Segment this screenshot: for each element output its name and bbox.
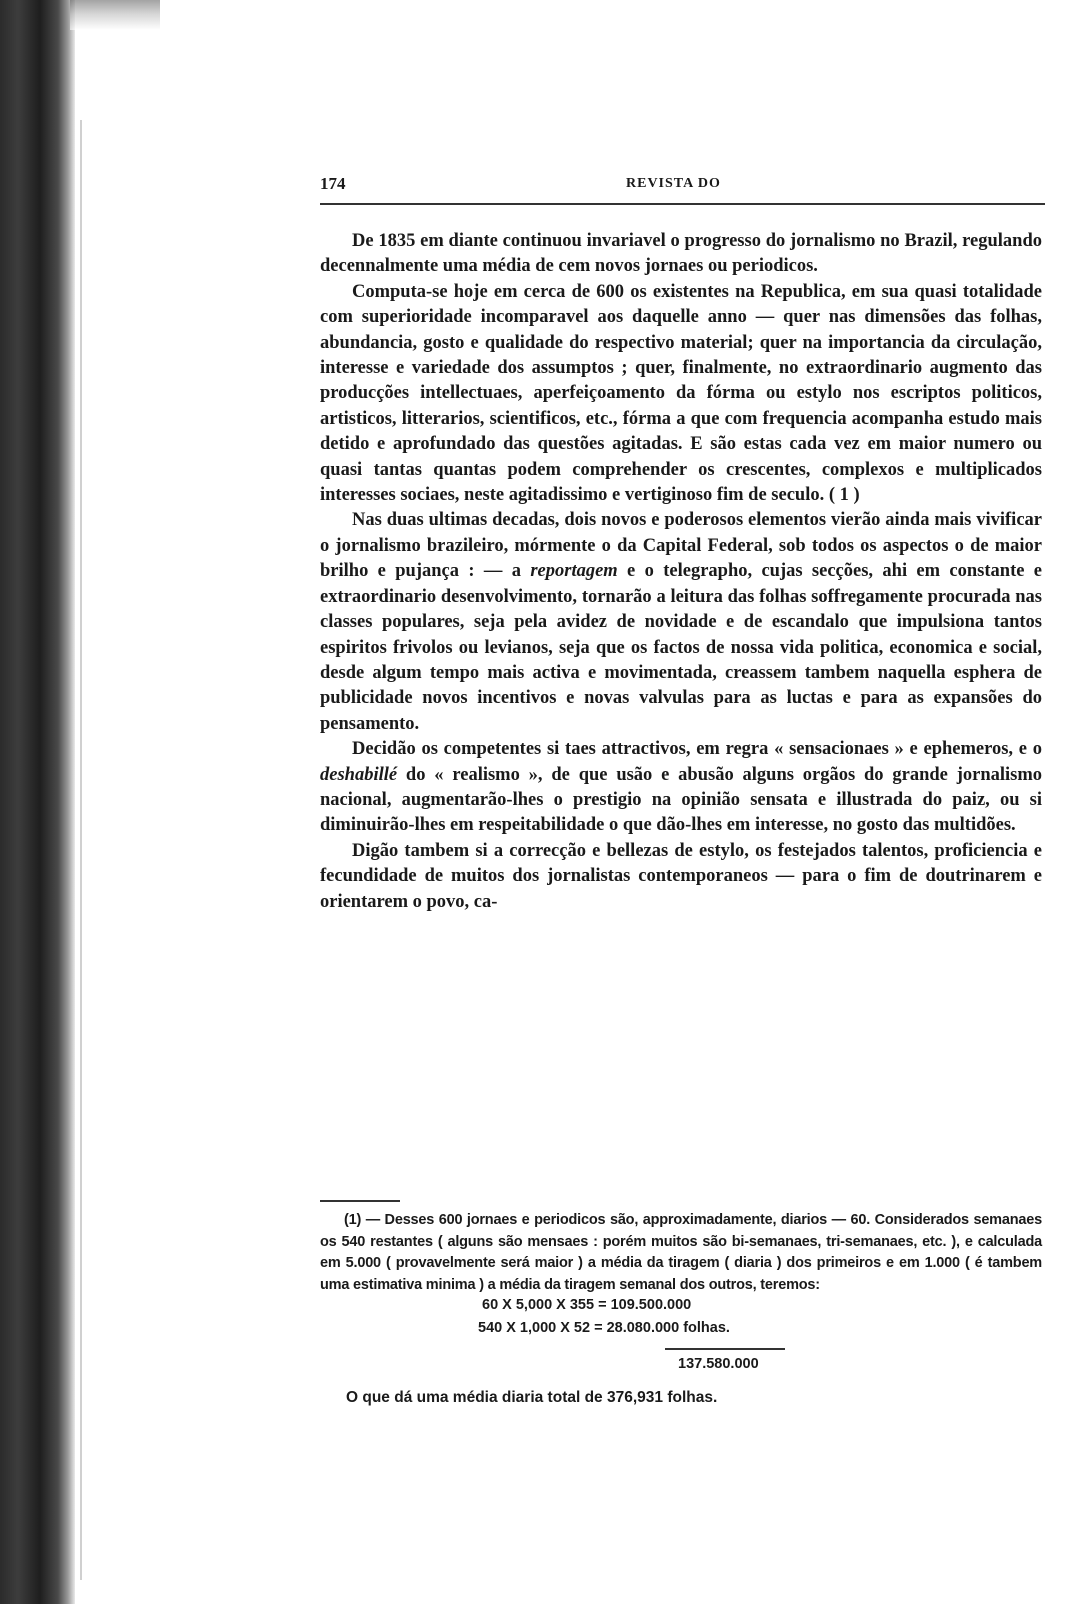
- page-edge-line: [80, 120, 82, 1580]
- running-head: REVISTA DO: [626, 176, 721, 191]
- page-curl-shadow: [70, 0, 160, 30]
- paragraph: [320, 508, 1042, 737]
- paragraph: De 1835 em diante continuou invariavel o progresso do jornalismo no Brazil, regulando decennalmente uma média de cem novos jornaes ou periodicos.: [320, 231, 1042, 277]
- sum-rule: [665, 1348, 785, 1350]
- footnote: [320, 1210, 1042, 1296]
- calculation-line: 540 X 1,000 X 52 = 28.080.000 folhas.: [478, 1320, 730, 1336]
- page-number: 174: [320, 174, 346, 193]
- footnote-text: (1) — Desses 600 jornaes e periodicos são, approximadamente, diarios — 60. Considerados semanaes os 540 restantes ( alguns são mensaes : porém muitos são bi-semanaes, tri-semanaes, etc. ), e calculada em 5.000 ( provavelmente será maior ) a média da tiragem ( diaria ) dos primeiros e em 1.000 ( é tambem uma estimativa minima ) a média da tiragem semanal dos outros, teremos:: [320, 1212, 1042, 1293]
- paragraph-text: do « realismo », de que usão e abusão alguns orgãos do grande jornalismo nacional, augmentarão-lhes o prestigio na opinião sensata e illustrada do paiz, ou si diminuirão-lhes em respeitabilidade o que dão-lhes em interesse, no gosto das multidões.: [320, 764, 1042, 836]
- paragraph-text: Nas duas ultimas decadas, dois novos e poderosos elementos vierão ainda mais vivificar o jornalismo brazileiro, mórmente o da Capital Federal, sob todos os aspectos o de maior brilho e pujança : — a: [320, 510, 1042, 582]
- paragraph: [320, 737, 1042, 839]
- book-binding-shadow: [0, 0, 75, 1604]
- page-header: [320, 174, 1045, 200]
- paragraph-text: e o telegrapho, cujas secções, ahi em constante e extraordinario desenvolvimento, tornarão a leitura das folhas soffregamente procurada nas classes populares, seja pela avidez de novidade e de escandalo que impulsiona tantos espiritos frivolos ou levianos, seja que os factos de nossa vida politica, economica e social, desde algum tempo mais activa e movimentada, creassem tambem naquella esphera de publicidade novos incentivos e novas valvulas para as luctas e para as expansões do pensamento.: [320, 561, 1043, 734]
- paragraph-text: Decidão os competentes si taes attractivos, em regra « sensacionaes » e ephemeros, e o: [352, 739, 1042, 760]
- calculation-sum: 137.580.000: [678, 1356, 759, 1372]
- paragraph: Digão tambem si a correcção e bellezas de estylo, os festejados talentos, proficiencia e fecundidade de muitos dos jornalistas contemporaneos — para o fim de doutrinarem e orientarem o povo, ca-: [320, 840, 1042, 912]
- footnote-conclusion: O que dá uma média diaria total de 376,931 folhas.: [346, 1389, 718, 1406]
- header-rule: [320, 203, 1045, 205]
- italic-term: deshabillé: [320, 764, 398, 785]
- calculation-line: 60 X 5,000 X 355 = 109.500.000: [482, 1297, 692, 1313]
- body-text: [320, 229, 1042, 915]
- footnote-rule: [320, 1200, 400, 1202]
- italic-term: reportagem: [530, 561, 618, 582]
- paragraph: Computa-se hoje em cerca de 600 os existentes na Republica, em sua quasi totalidade com superioridade incomparavel aos daquelle anno — quer nas dimensões das folhas, abundancia, gosto e qualidade do respectivo material; quer na importancia da circulação, interesse e variedade dos assumptos ; quer, finalmente, no extraordinario augmento das producções intellectuaes, aperfeiçoamento da fórma ou estylo nos escriptos politicos, artisticos, litterarios, scientificos, etc., fórma a que com frequencia acompanha estudo mais detido e aprofundado das questões agitadas. E são estas cada vez em maior numero ou quasi tantas quantas podem comprehender os crescentes, complexos e multiplicados interesses sociaes, neste agitadissimo e vertiginoso fim de seculo. ( 1 ): [320, 281, 1042, 506]
